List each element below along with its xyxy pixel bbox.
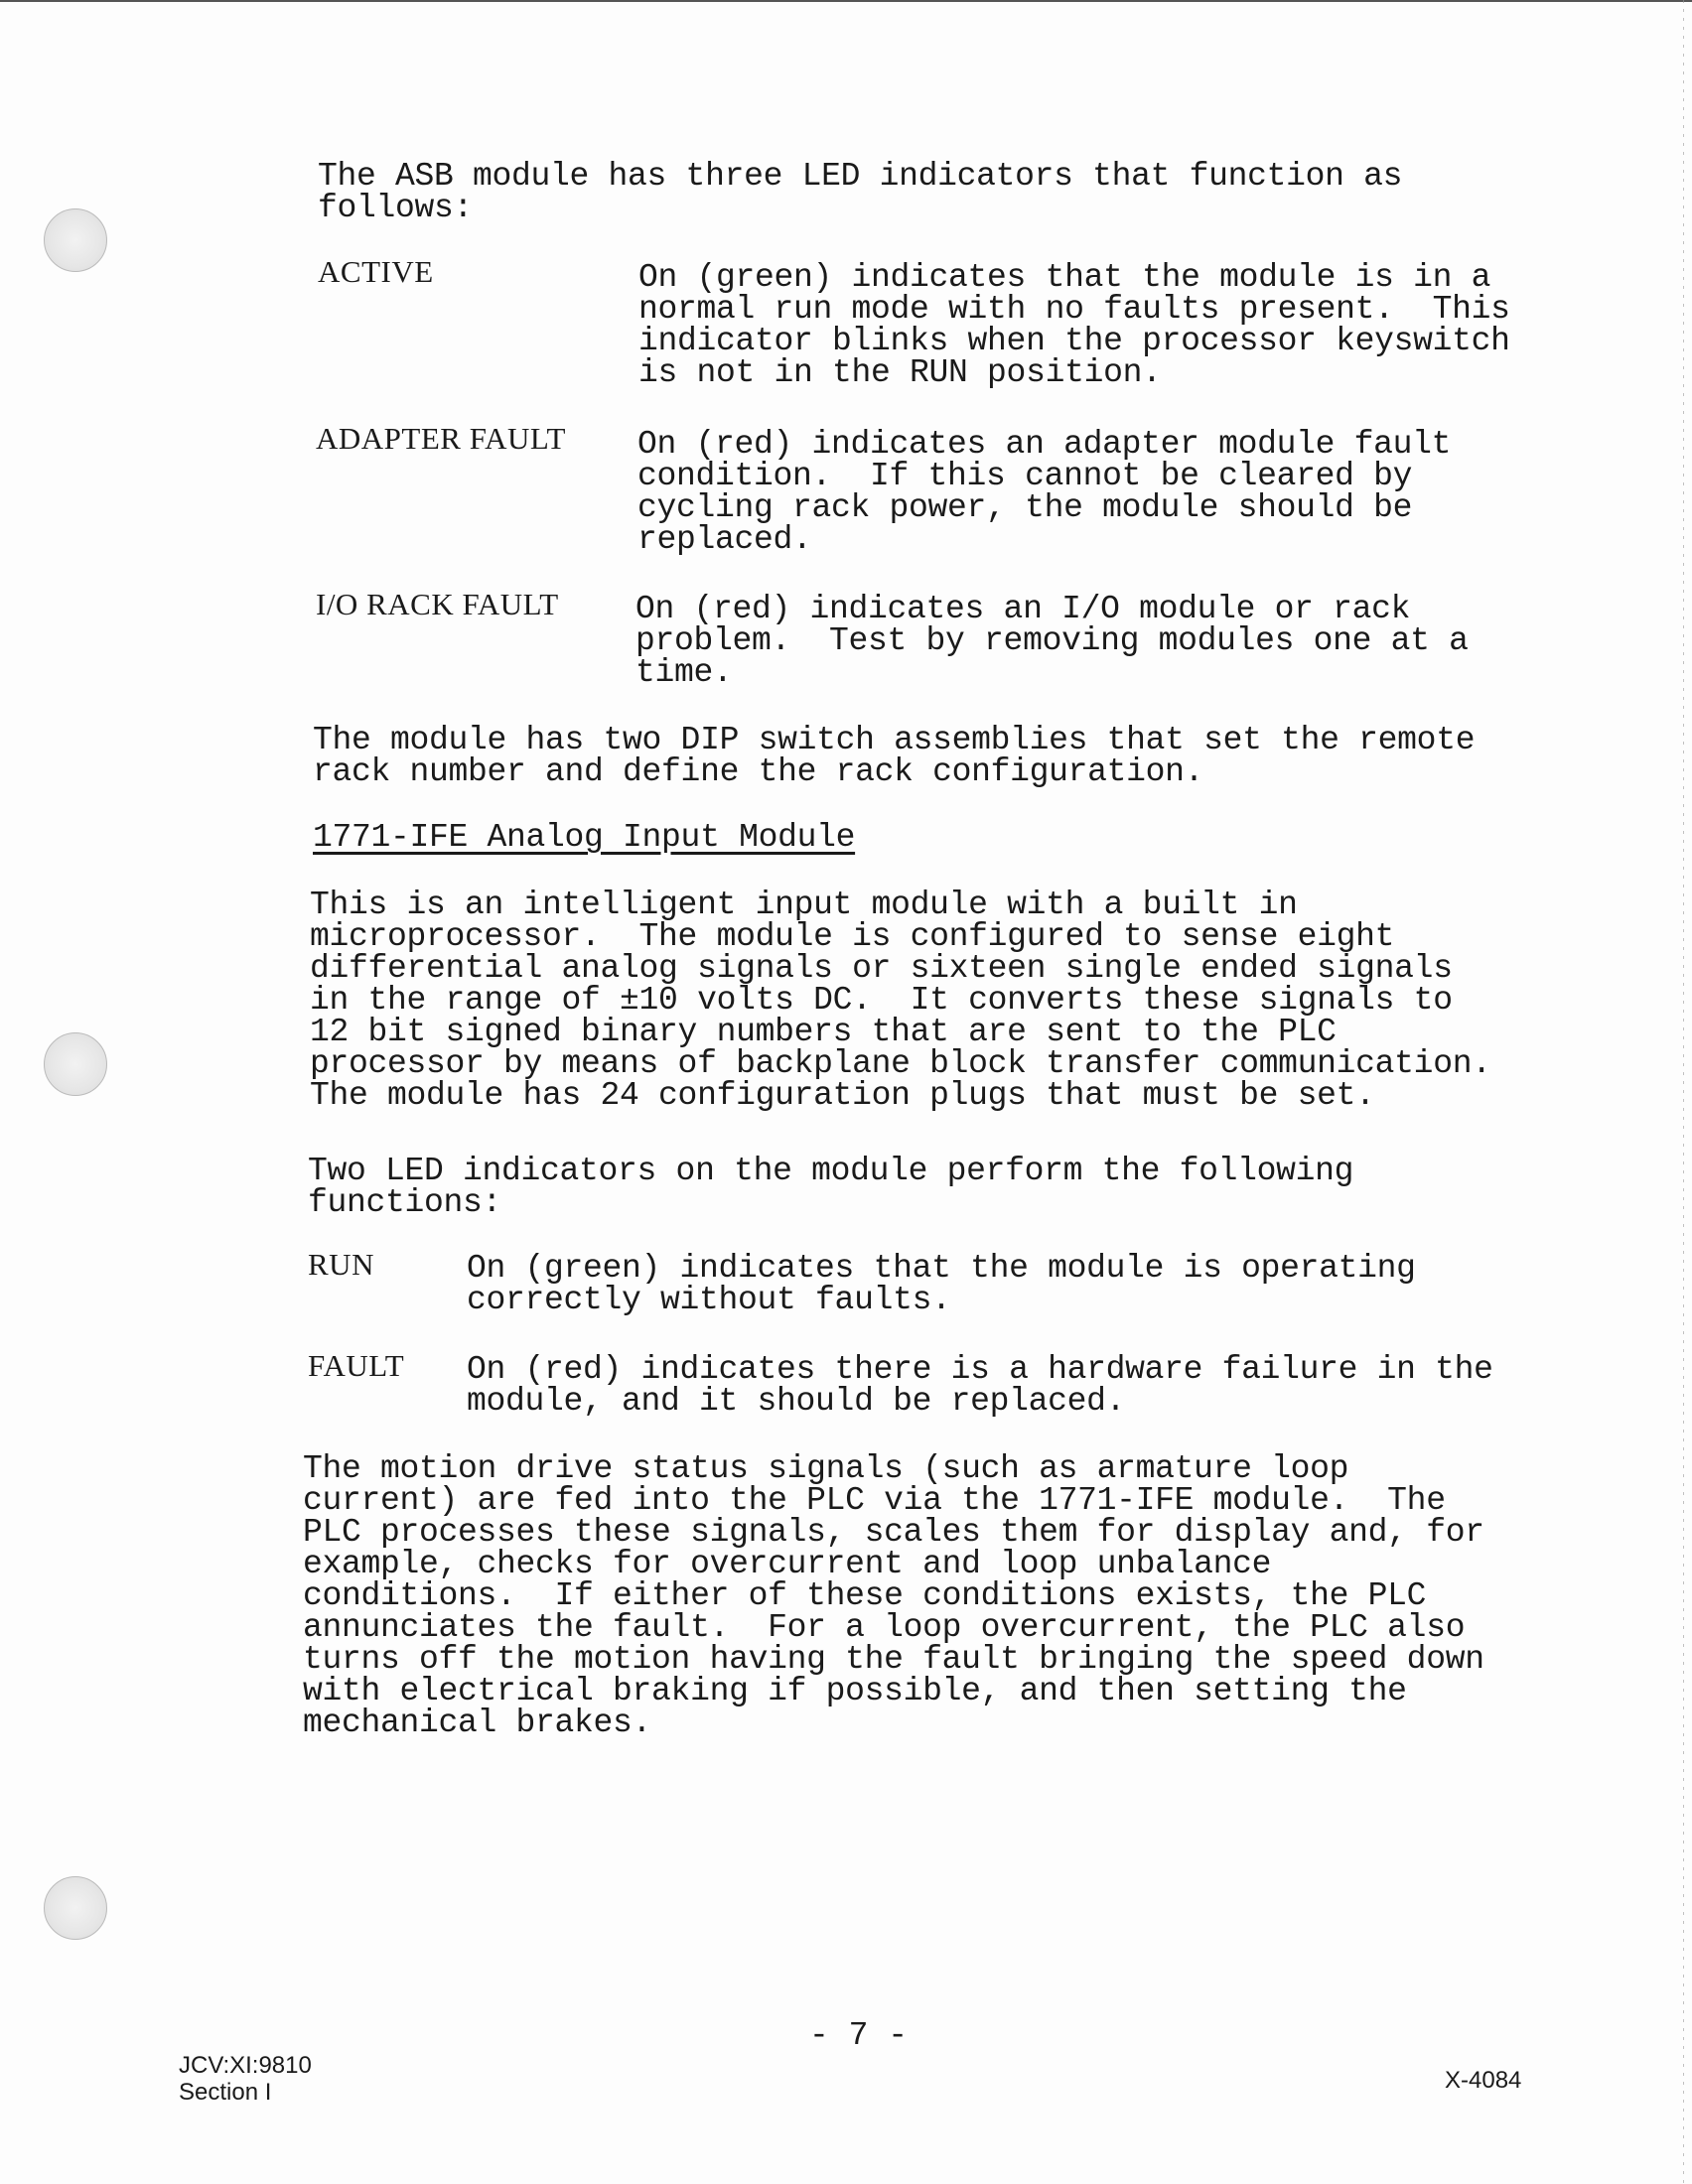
right-edge-mark <box>1683 0 1684 2184</box>
led-term-adapter-fault: ADAPTER FAULT <box>316 421 566 456</box>
page-number: - 7 - <box>809 2017 909 2054</box>
top-border <box>0 0 1692 2</box>
led-term-fault: FAULT <box>308 1348 405 1383</box>
dip-switch-paragraph: The module has two DIP switch assemblies that set the remote rack number and define the rack configuration. <box>313 722 1476 790</box>
led-desc-fault: On (red) indicates there is a hardware failure in the module, and it should be replaced. <box>467 1351 1493 1420</box>
led-desc-run: On (green) indicates that the module is operating correctly without faults. <box>467 1250 1416 1318</box>
doc-number: X-4084 <box>1445 2067 1522 2094</box>
led-desc-io-rack-fault: On (red) indicates an I/O module or rack problem. Test by removing modules one at a time. <box>635 591 1469 691</box>
ife-module-paragraph: This is an intelligent input module with a built in microprocessor. The module is configured to sense eight differential analog signals or sixteen single ended signals in the range of ±10 volts DC. It converts these signals to 12 bit signed binary numbers that are sent to the PLC processor by means of backplane block transfer communication. The module has 24 configuration plugs that must be set. <box>310 887 1491 1114</box>
section-label: Section I <box>179 2079 272 2106</box>
section-heading: 1771-IFE Analog Input Module <box>313 819 856 856</box>
motion-status-paragraph: The motion drive status signals (such as armature loop current) are fed into the PLC via the 1771-IFE module. The PLC processes these signals, scales them for display and, for example, checks for overcurrent and loop unbalance conditions. If either of these conditions exists, the PLC annunciates the fault. For a loop overcurrent, the PLC also turns off the motion having the fault bringing the speed down with electrical braking if possible, and then setting the mechanical brakes. <box>303 1450 1484 1741</box>
doc-code: JCV:XI:9810 <box>179 2052 312 2079</box>
punch-hole-middle <box>44 1032 107 1096</box>
led-desc-active: On (green) indicates that the module is in a normal run mode with no faults present. This indicator blinks when the processor keyswitch is not in the RUN position. <box>638 259 1510 391</box>
led-intro-paragraph: Two LED indicators on the module perform the following functions: <box>308 1153 1354 1221</box>
punch-hole-bottom <box>44 1876 107 1940</box>
punch-hole-top <box>44 208 107 272</box>
led-term-active: ACTIVE <box>318 254 434 289</box>
led-term-run: RUN <box>308 1247 374 1282</box>
asb-intro-paragraph: The ASB module has three LED indicators that function as follows: <box>318 158 1403 226</box>
led-term-io-rack-fault: I/O RACK FAULT <box>316 587 559 621</box>
led-desc-adapter-fault: On (red) indicates an adapter module fault condition. If this cannot be cleared by cycling rack power, the module should be replaced. <box>637 426 1452 558</box>
